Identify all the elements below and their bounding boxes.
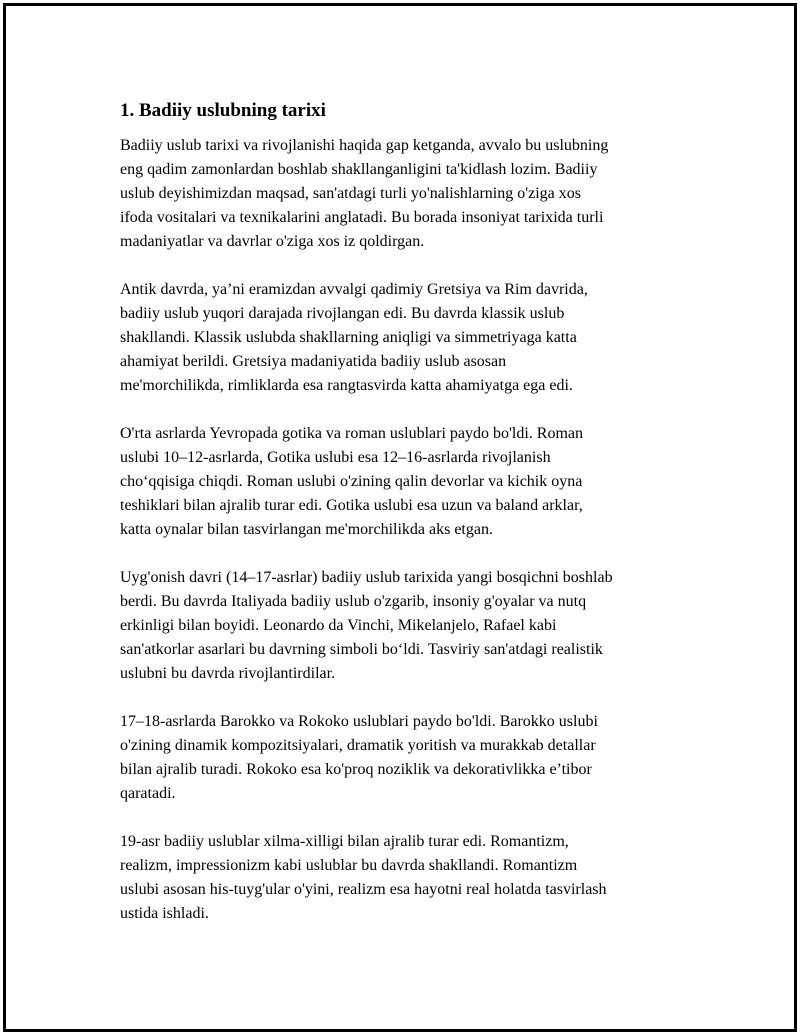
paragraph-line: badiiy uslub yuqori darajada rivojlangan edi. Bu davrda klassik uslub xyxy=(120,305,565,322)
paragraph-line: san'atkorlar asarlari bu davrning simboli bo‘ldi. Tasviriy san'atdagi realistik xyxy=(120,641,603,658)
paragraph-line: o'zining dinamik kompozitsiyalari, dramatik yoritish va murakkab detallar xyxy=(120,737,596,754)
paragraph-6 xyxy=(120,830,700,926)
paragraph-line: erkinligi bilan boyidi. Leonardo da Vinchi, Mikelanjelo, Rafael kabi xyxy=(120,617,557,634)
paragraph-line: teshiklari bilan ajralib turar edi. Gotika uslubi esa uzun va baland arklar, xyxy=(120,497,583,514)
paragraph-line: Badiiy uslub tarixi va rivojlanishi haqida gap ketganda, avvalo bu uslubning xyxy=(120,137,609,154)
paragraph-line: berdi. Bu davrda Italiyada badiiy uslub o'zgarib, insoniy g'oyalar va nutq xyxy=(120,593,587,610)
paragraph-line: 17–18-asrlarda Barokko va Rokoko uslublari paydo bo'ldi. Barokko uslubi xyxy=(120,713,598,730)
document-body xyxy=(120,98,700,950)
paragraph-line: uslubni bu davrda rivojlantirdilar. xyxy=(120,665,336,682)
paragraph-line: bilan ajralib turadi. Rokoko esa ko'proq noziklik va dekorativlikka e’tibor xyxy=(120,761,592,778)
paragraph-line: O'rta asrlarda Yevropada gotika va roman uslublari paydo bo'ldi. Roman xyxy=(120,425,583,442)
paragraph-line: madaniyatlar va davrlar o'ziga xos iz qoldirgan. xyxy=(120,233,425,250)
paragraph-line: me'morchilikda, rimliklarda esa rangtasvirda katta ahamiyatga ega edi. xyxy=(120,377,573,394)
paragraph-3 xyxy=(120,422,700,542)
paragraph-line: shakllandi. Klassik uslubda shakllarning aniqligi va simmetriyaga katta xyxy=(120,329,577,346)
page-frame xyxy=(3,3,797,1032)
section-heading: 1. Badiiy uslubning tarixi xyxy=(120,100,326,121)
paragraph-line: cho‘qqisiga chiqdi. Roman uslubi o'zining qalin devorlar va kichik oyna xyxy=(120,473,583,490)
paragraph-line: uslub deyishimizdan maqsad, san'atdagi turli yo'nalishlarning o'ziga xos xyxy=(120,185,582,202)
paragraph-line: 19-asr badiiy uslublar xilma-xilligi bilan ajralib turar edi. Romantizm, xyxy=(120,833,569,850)
paragraph-line: katta oynalar bilan tasvirlangan me'morchilikda aks etgan. xyxy=(120,521,493,538)
paragraph-line: eng qadim zamonlardan boshlab shakllanganligini ta'kidlash lozim. Badiiy xyxy=(120,161,598,178)
paragraph-line: ifoda vositalari va texnikalarini anglatadi. Bu borada insoniyat tarixida turli xyxy=(120,209,604,226)
paragraph-line: ahamiyat berildi. Gretsiya madaniyatida badiiy uslub asosan xyxy=(120,353,507,370)
paragraph-line: ustida ishladi. xyxy=(120,905,209,922)
paragraph-line: uslubi 10–12-asrlarda, Gotika uslubi esa 12–16-asrlarda rivojlanish xyxy=(120,449,551,466)
paragraph-line: realizm, impressionizm kabi uslublar bu davrda shakllandi. Romantizm xyxy=(120,857,578,874)
paragraph-1 xyxy=(120,134,700,254)
paragraph-line: Uyg'onish davri (14–17-asrlar) badiiy uslub tarixida yangi bosqichni boshlab xyxy=(120,569,613,586)
paragraph-line: uslubi asosan his-tuyg'ular o'yini, realizm esa hayotni real holatda tasvirlash xyxy=(120,881,607,898)
paragraph-4 xyxy=(120,566,700,686)
paragraph-line: qaratadi. xyxy=(120,785,176,802)
paragraph-line: Antik davrda, ya’ni eramizdan avvalgi qadimiy Gretsiya va Rim davrida, xyxy=(120,281,588,298)
paragraph-2 xyxy=(120,278,700,398)
paragraph-5 xyxy=(120,710,700,806)
